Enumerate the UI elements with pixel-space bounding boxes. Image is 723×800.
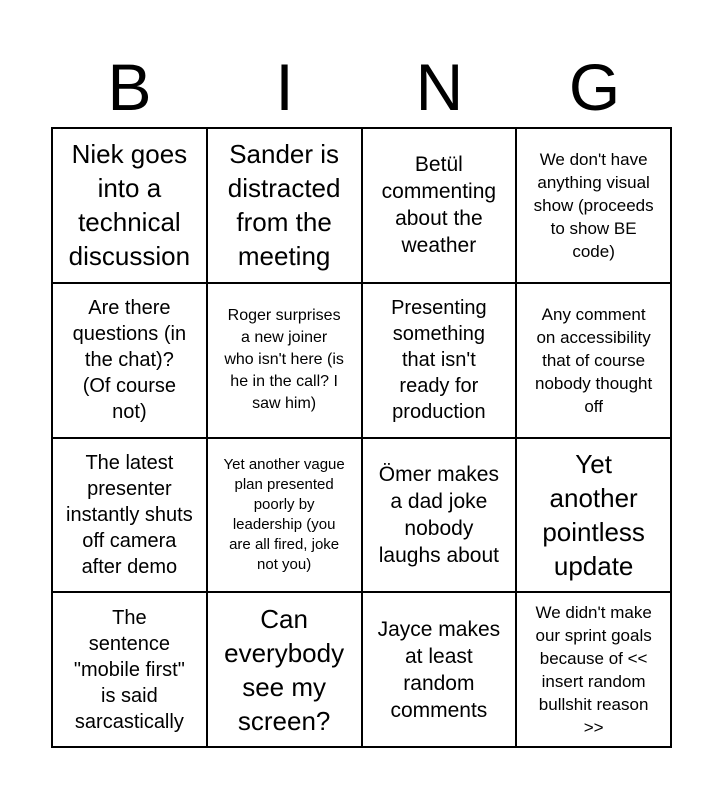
bingo-cell[interactable] <box>517 129 672 284</box>
bingo-grid <box>51 127 672 748</box>
cell-text: Presenting something that isn't ready for production <box>391 297 487 424</box>
bingo-cell[interactable] <box>363 439 518 594</box>
bingo-cell[interactable] <box>208 593 363 748</box>
cell-text: Niek goes into a technical discussion <box>68 139 191 272</box>
cell-text: Sander is distracted from the meeting <box>227 139 341 272</box>
bingo-header <box>52 48 672 126</box>
header-letter-g: G <box>568 50 621 124</box>
cell-text: We don't have anything visual show (proceeds to show BE code) <box>533 149 654 261</box>
bingo-cell[interactable] <box>517 439 672 594</box>
bingo-cell[interactable] <box>53 439 208 594</box>
bingo-cell[interactable] <box>53 129 208 284</box>
cell-text: The latest presenter instantly shuts off camera after demo <box>66 451 193 578</box>
cell-text: Any comment on accessibility that of course nobody thought off <box>535 304 653 416</box>
cell-text: Are there questions (in the chat)? (Of course not) <box>72 297 187 424</box>
header-letter-i: I <box>275 50 294 124</box>
cell-text: We didn't make our sprint goals because of << insert random bullshit reason >> <box>535 602 652 737</box>
bingo-cell[interactable] <box>53 593 208 748</box>
header-letter-b: B <box>107 50 152 124</box>
bingo-cell[interactable] <box>363 129 518 284</box>
cell-text: Jayce makes at least random comments <box>377 617 501 722</box>
cell-text: Can everybody see my screen? <box>224 603 345 736</box>
cell-text: Roger surprises a new joiner who isn't here (is he in the call? I saw him) <box>224 307 344 413</box>
cell-text: Yet another pointless update <box>542 448 645 581</box>
bingo-cell[interactable] <box>363 284 518 439</box>
cell-text: The sentence "mobile first" is said sarcastically <box>73 606 185 733</box>
bingo-cell[interactable] <box>363 593 518 748</box>
bingo-cell[interactable] <box>208 439 363 594</box>
header-letter-n: N <box>415 50 464 124</box>
bingo-cell[interactable] <box>517 284 672 439</box>
cell-text: Betül commenting about the weather <box>381 153 497 258</box>
bingo-cell[interactable] <box>53 284 208 439</box>
bingo-cell[interactable] <box>517 593 672 748</box>
bingo-cell[interactable] <box>208 284 363 439</box>
bingo-cell[interactable] <box>208 129 363 284</box>
cell-text: Yet another vague plan presented poorly by leadership (you are all fired, joke not you) <box>223 455 345 573</box>
cell-text: Ömer makes a dad joke nobody laughs about <box>378 462 500 567</box>
